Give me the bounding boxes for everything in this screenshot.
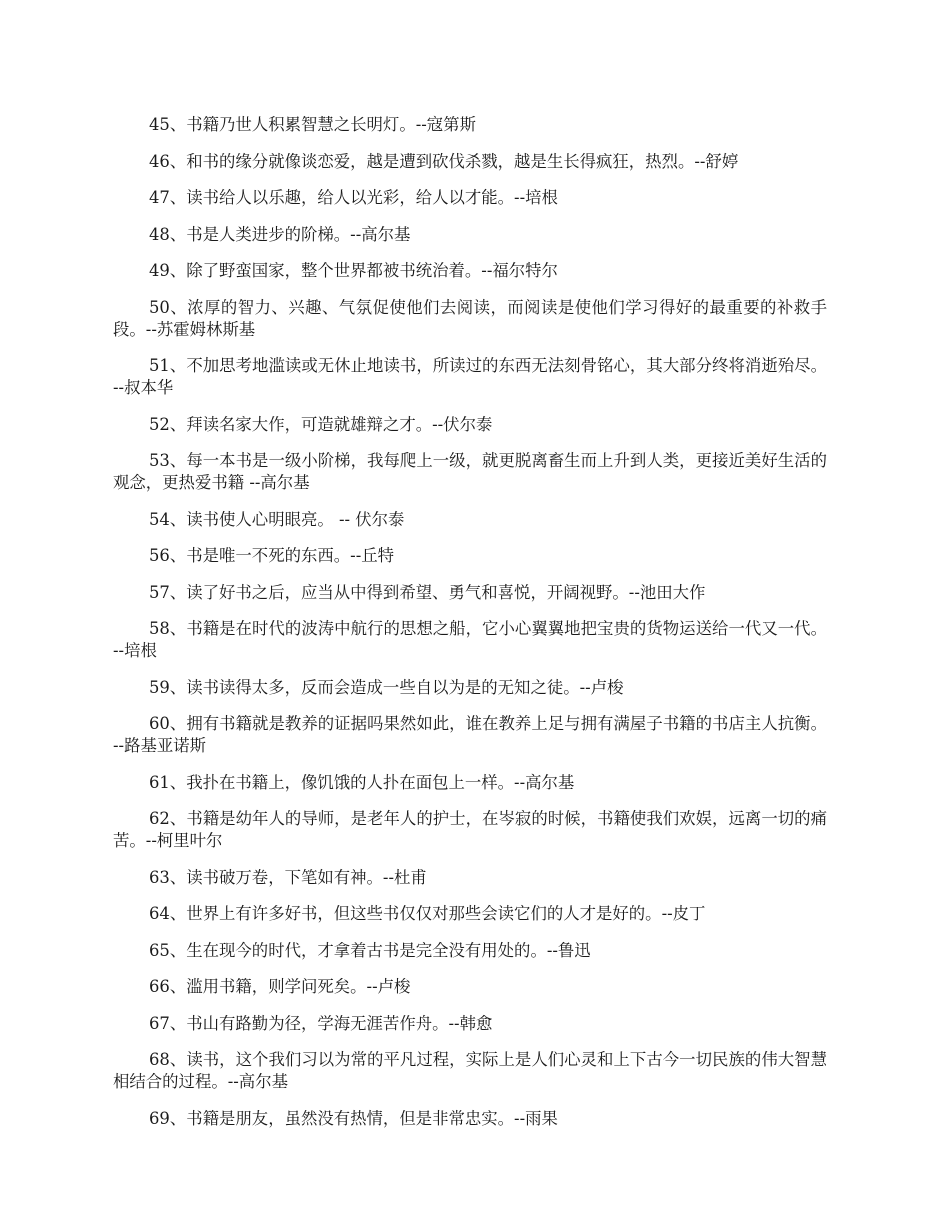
quote-54: 54、读书使人心明眼亮。 -- 伏尔泰 bbox=[149, 509, 405, 529]
quote-57: 57、读了好书之后，应当从中得到希望、勇气和喜悦，开阔视野。--池田大作 bbox=[149, 582, 706, 602]
quote-56: 56、书是唯一不死的东西。--丘特 bbox=[149, 546, 395, 565]
quote-66: 66、滥用书籍，则学问死矣。--卢梭 bbox=[149, 977, 411, 996]
quote-67: 67、书山有路勤为径，学海无涯苦作舟。--韩愈 bbox=[149, 1013, 493, 1033]
quote-61: 61、我扑在书籍上，像饥饿的人扑在面包上一样。--高尔基 bbox=[149, 772, 575, 792]
quote-47: 47、读书给人以乐趣，给人以光彩，给人以才能。--培根 bbox=[149, 188, 558, 207]
quote-51: 51、不加思考地滥读或无休止地读书，所读过的东西无法刻骨铭心，其大部分终将消逝殆尽。--叔本华 bbox=[113, 356, 827, 397]
quote-69: 69、书籍是朋友，虽然没有热情，但是非常忠实。--雨果 bbox=[149, 1108, 558, 1128]
quote-52: 52、拜读名家大作，可造就雄辩之才。--伏尔泰 bbox=[149, 414, 493, 434]
quote-45: 45、书籍乃世人积累智慧之长明灯。--寇第斯 bbox=[149, 115, 476, 134]
quote-53: 53、每一本书是一级小阶梯，我每爬上一级，就更脱离畜生而上升到人类，更接近美好生活的观念，更热爱书籍 --高尔基 bbox=[113, 451, 827, 492]
quote-58: 58、书籍是在时代的波涛中航行的思想之船，它小心翼翼地把宝贵的货物运送给一代又一代。--培根 bbox=[113, 619, 827, 660]
quote-63: 63、读书破万卷，下笔如有神。--杜甫 bbox=[149, 867, 427, 887]
quote-59: 59、读书读得太多，反而会造成一些自以为是的无知之徒。--卢梭 bbox=[149, 677, 624, 697]
quote-62: 62、书籍是幼年人的导师，是老年人的护士，在岑寂的时候，书籍使我们欢娱，远离一切的痛苦。--柯里叶尔 bbox=[113, 809, 827, 850]
quote-60: 60、拥有书籍就是教养的证据吗果然如此，谁在教养上足与拥有满屋子书籍的书店主人抗衡。--路基亚诺斯 bbox=[113, 714, 827, 755]
quote-50: 50、浓厚的智力、兴趣、气氛促使他们去阅读，而阅读是使他们学习得好的最重要的补救手段。--苏霍姆林斯基 bbox=[113, 297, 827, 339]
quote-65: 65、生在现今的时代，才拿着古书是完全没有用处的。--鲁迅 bbox=[149, 940, 591, 960]
quote-64: 64、世界上有许多好书，但这些书仅仅对那些会读它们的人才是好的。--皮丁 bbox=[149, 904, 706, 923]
quote-49: 49、除了野蛮国家，整个世界都被书统治着。--福尔特尔 bbox=[149, 261, 558, 280]
quote-68: 68、读书，这个我们习以为常的平凡过程，实际上是人们心灵和上下古今一切民族的伟大智慧相结合的过程。--高尔基 bbox=[113, 1050, 827, 1091]
quote-48: 48、书是人类进步的阶梯。--高尔基 bbox=[149, 224, 411, 244]
quote-46: 46、和书的缘分就像谈恋爱，越是遭到砍伐杀戮，越是生长得疯狂，热烈。--舒婷 bbox=[149, 151, 739, 171]
